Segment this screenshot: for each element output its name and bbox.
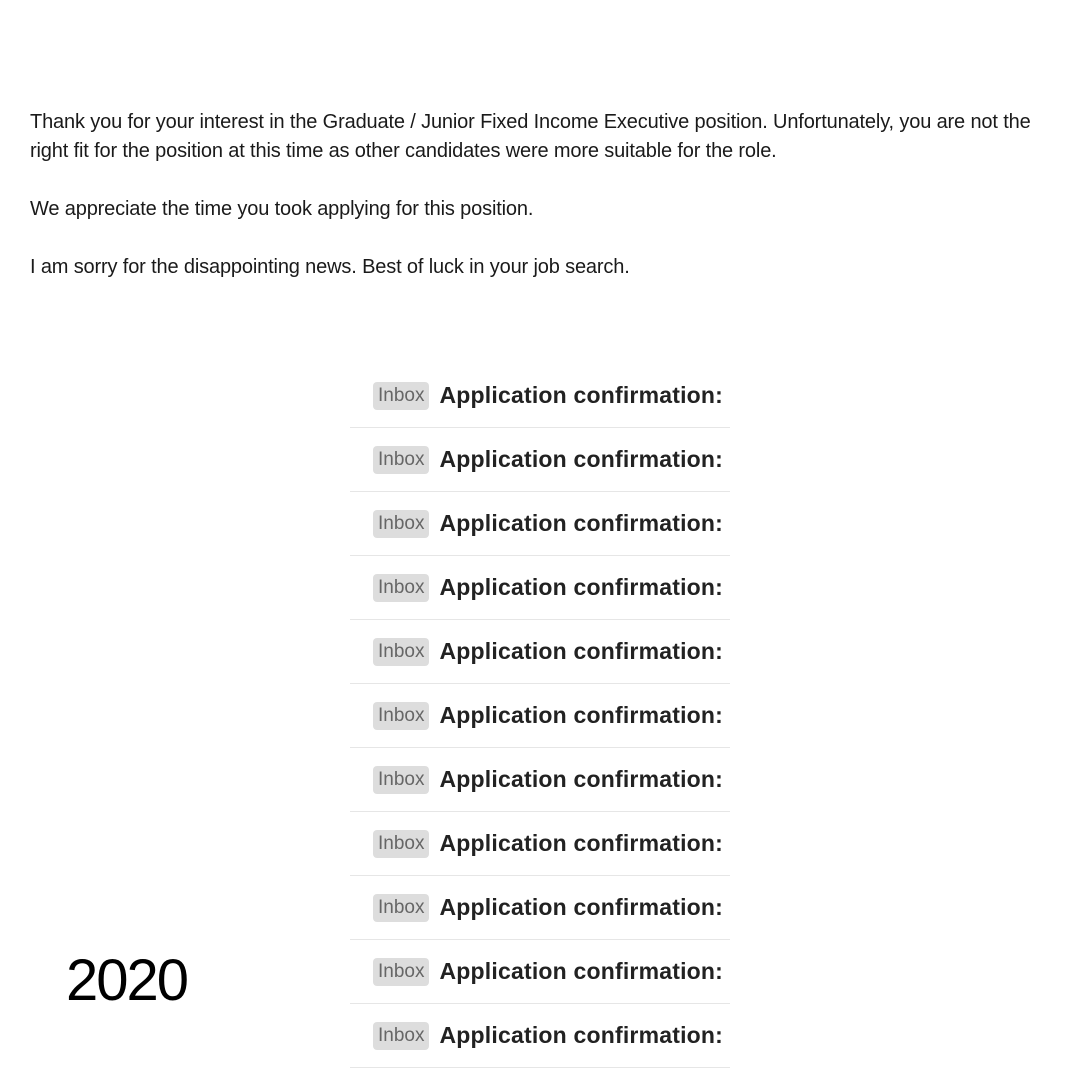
inbox-label: Inbox [373,510,429,538]
email-subject: Application confirmation: [439,766,724,792]
email-row[interactable] [350,876,730,940]
letter-paragraph: We appreciate the time you took applying for this position. [30,198,534,220]
email-subject: Application confirmation: [439,1022,724,1048]
email-row[interactable] [350,364,730,428]
email-subject: Application confirmation: [439,510,724,536]
inbox-label: Inbox [373,958,429,986]
email-row[interactable] [350,940,730,1004]
inbox-label: Inbox [373,702,429,730]
email-row[interactable] [350,556,730,620]
rejection-letter [30,108,1065,311]
email-list [350,364,730,1068]
email-row[interactable] [350,748,730,812]
email-row[interactable] [350,492,730,556]
inbox-label: Inbox [373,830,429,858]
inbox-label: Inbox [373,1022,429,1050]
email-row[interactable] [350,1004,730,1068]
email-subject: Application confirmation: [439,638,724,664]
email-subject: Application confirmation: [439,702,724,728]
inbox-label: Inbox [373,638,429,666]
letter-paragraph: I am sorry for the disappointing news. Best of luck in your job search. [30,256,630,278]
email-subject: Application confirmation: [439,830,724,856]
letter-paragraph: Thank you for your interest in the Graduate / Junior Fixed Income Executive position. Unfortunately, you are not the right fit for the position at this time as other candidates were more suitable for the role. [30,111,1031,162]
email-row[interactable] [350,620,730,684]
email-subject: Application confirmation: [439,382,724,408]
email-subject: Application confirmation: [439,958,724,984]
email-subject: Application confirmation: [439,446,724,472]
year-label: 2020 [66,948,188,1013]
email-row[interactable] [350,428,730,492]
inbox-label: Inbox [373,894,429,922]
email-subject: Application confirmation: [439,894,724,920]
inbox-label: Inbox [373,446,429,474]
inbox-label: Inbox [373,382,429,410]
email-subject: Application confirmation: [439,574,724,600]
inbox-label: Inbox [373,574,429,602]
email-row[interactable] [350,812,730,876]
inbox-label: Inbox [373,766,429,794]
email-row[interactable] [350,684,730,748]
